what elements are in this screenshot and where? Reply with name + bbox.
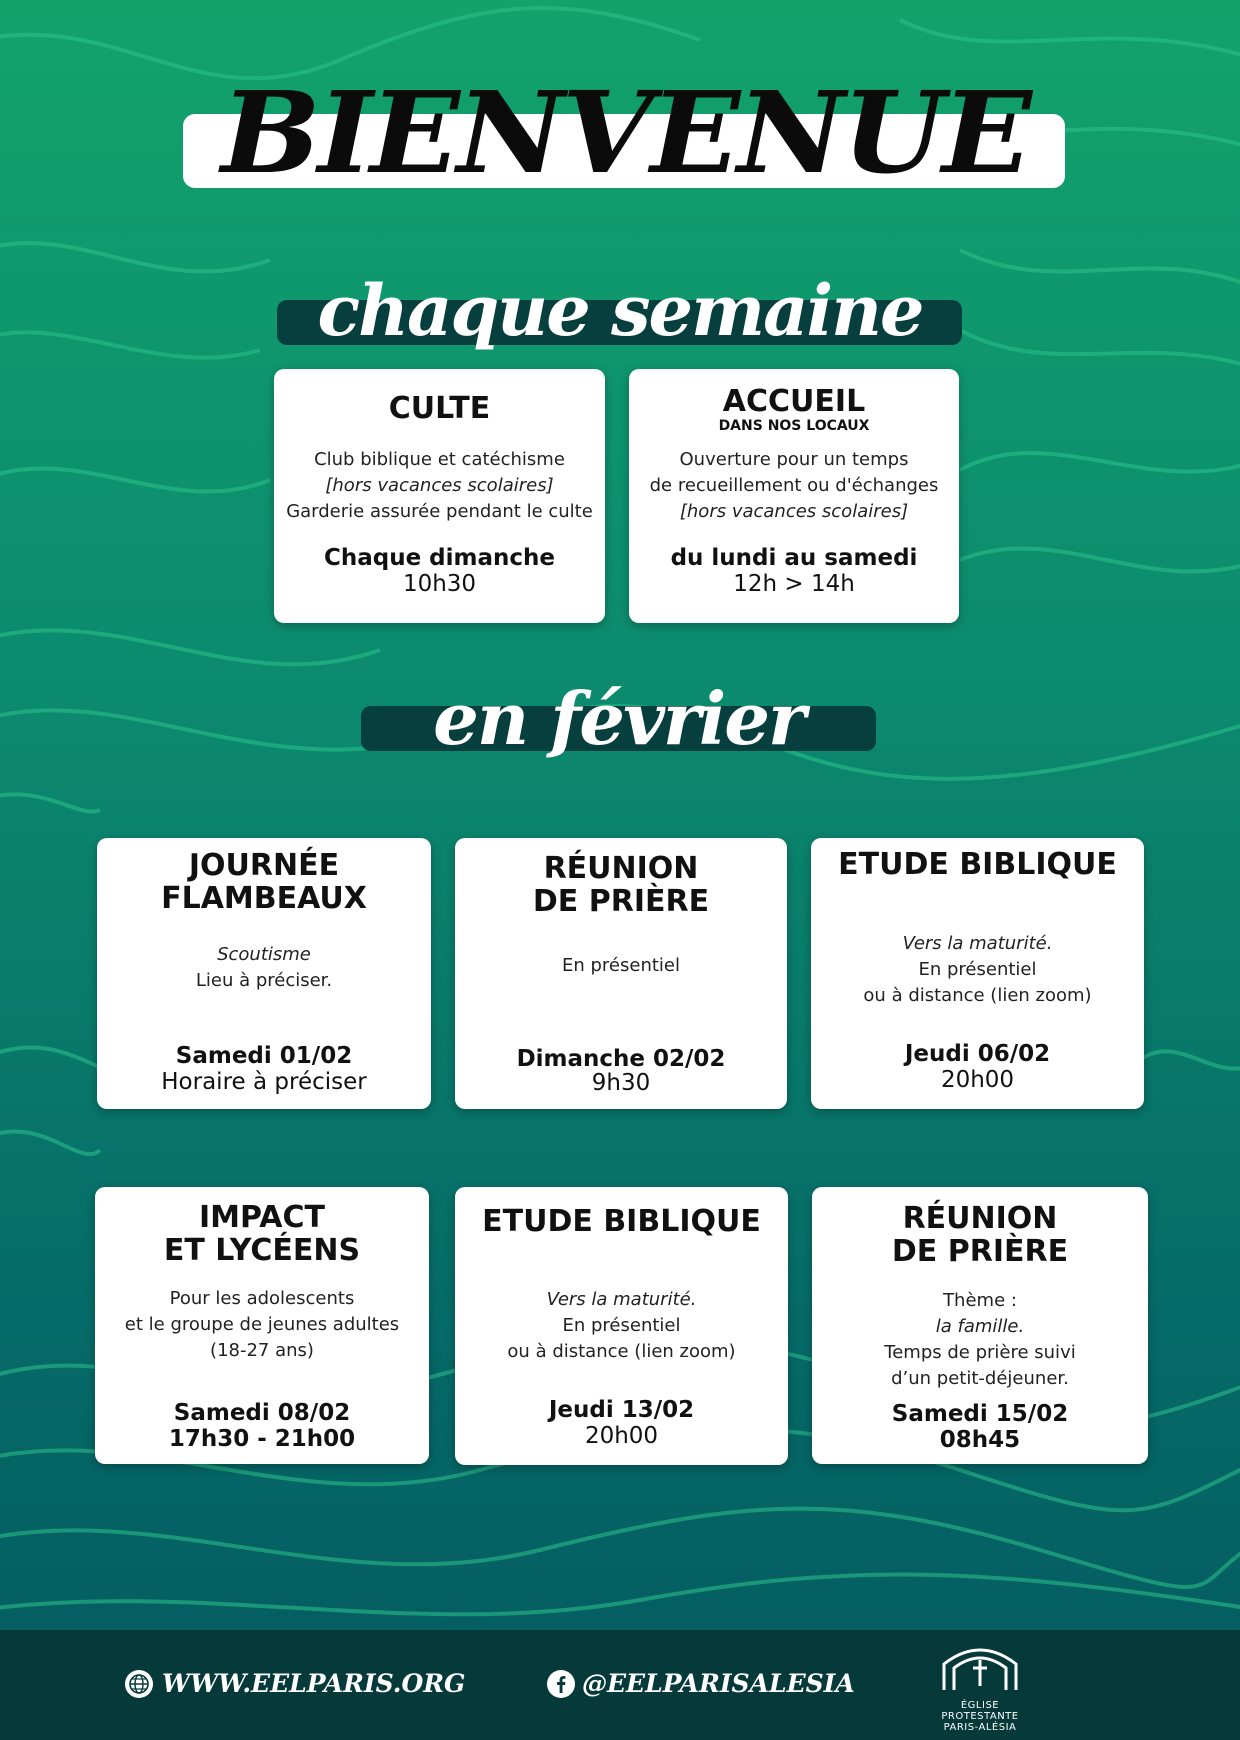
desc-line: Vers la maturité. [546,1289,697,1310]
footer [0,1630,1240,1740]
card-title: RÉUNION DE PRIÈRE [532,851,710,919]
card-day: Jeudi 06/02 [904,1041,1051,1067]
card-time: 10h30 [402,571,477,597]
card-culte [274,369,605,623]
card-accueil [629,369,959,623]
card-day: Samedi 01/02 [175,1043,353,1069]
card-time: 12h > 14h [733,571,855,597]
globe-icon [125,1670,153,1698]
card-title: IMPACT ET LYCÉENS [163,1200,361,1268]
desc-line: En présentiel [561,955,680,976]
card-description [629,447,959,525]
card-time: 20h00 [940,1067,1015,1093]
desc-line: (18-27 ans) [210,1340,314,1361]
card-etude-biblique-1 [811,838,1144,1109]
desc-line: et le groupe de jeunes adultes [124,1314,400,1335]
card-title: ACCUEIL [722,384,866,419]
website-link[interactable]: WWW.EELPARIS.ORG [162,1669,466,1698]
card-day: Chaque dimanche [323,545,556,571]
card-time: 9h30 [591,1070,651,1096]
card-title: ETUDE BIBLIQUE [838,847,1117,882]
desc-line: Club biblique et catéchisme [314,449,565,470]
card-description [274,447,605,525]
desc-line: En présentiel [918,959,1037,980]
card-description [811,931,1144,1009]
card-description [95,1286,429,1364]
card-description [455,953,787,979]
monthly-heading: en février [433,676,804,761]
desc-line: de recueillement ou d'échanges [649,475,939,496]
card-time: Horaire à préciser [161,1069,367,1095]
desc-line: Vers la maturité. [902,933,1053,954]
card-impact-lyceens [95,1187,429,1464]
card-time: 20h00 [584,1423,659,1449]
desc-line: Scoutisme [217,944,311,965]
card-time: 17h30 - 21h00 [168,1426,356,1452]
card-day: Samedi 15/02 [891,1401,1069,1427]
card-description [97,942,431,994]
card-reunion-priere-1 [455,838,787,1109]
card-day: Jeudi 13/02 [548,1397,695,1423]
church-logo-text: ÉGLISE PROTESTANTE PARIS-ALÉSIA [941,1700,1019,1733]
card-subtitle: DANS NOS LOCAUX [718,418,870,434]
church-logo-icon [938,1642,1022,1692]
card-title: RÉUNION DE PRIÈRE [891,1201,1069,1269]
card-journee-flambeaux [97,838,431,1109]
card-reunion-priere-2 [812,1187,1148,1464]
desc-line: [hors vacances scolaires] [679,501,909,522]
card-day: Dimanche 02/02 [516,1046,726,1072]
desc-line: d’un petit-déjeuner. [891,1368,1069,1389]
card-day: du lundi au samedi [670,545,918,571]
card-title: ETUDE BIBLIQUE [482,1204,761,1239]
card-title: JOURNÉE FLAMBEAUX [161,848,367,916]
desc-line: Ouverture pour un temps [679,449,909,470]
card-time: 08h45 [939,1427,1021,1453]
facebook-icon [547,1670,575,1698]
desc-line: Pour les adolescents [169,1288,355,1309]
card-title: CULTE [388,391,491,426]
desc-line: ou à distance (lien zoom) [507,1341,736,1362]
desc-line: Lieu à préciser. [195,970,333,991]
desc-line: ou à distance (lien zoom) [863,985,1092,1006]
page-title: BIENVENUE [221,66,1029,199]
weekly-heading: chaque semaine [317,269,923,352]
card-etude-biblique-2 [455,1187,788,1465]
desc-line: [hors vacances scolaires] [325,475,554,496]
desc-line: Thème : la famille. [935,1290,1025,1337]
card-description [455,1287,788,1365]
desc-line: En présentiel [562,1315,681,1336]
card-description [812,1288,1148,1392]
desc-line: Garderie assurée pendant le culte [286,501,593,522]
social-link[interactable]: @EELPARISALESIA [582,1669,855,1698]
desc-line: Temps de prière suivi [884,1342,1076,1363]
card-day: Samedi 08/02 [173,1400,351,1426]
